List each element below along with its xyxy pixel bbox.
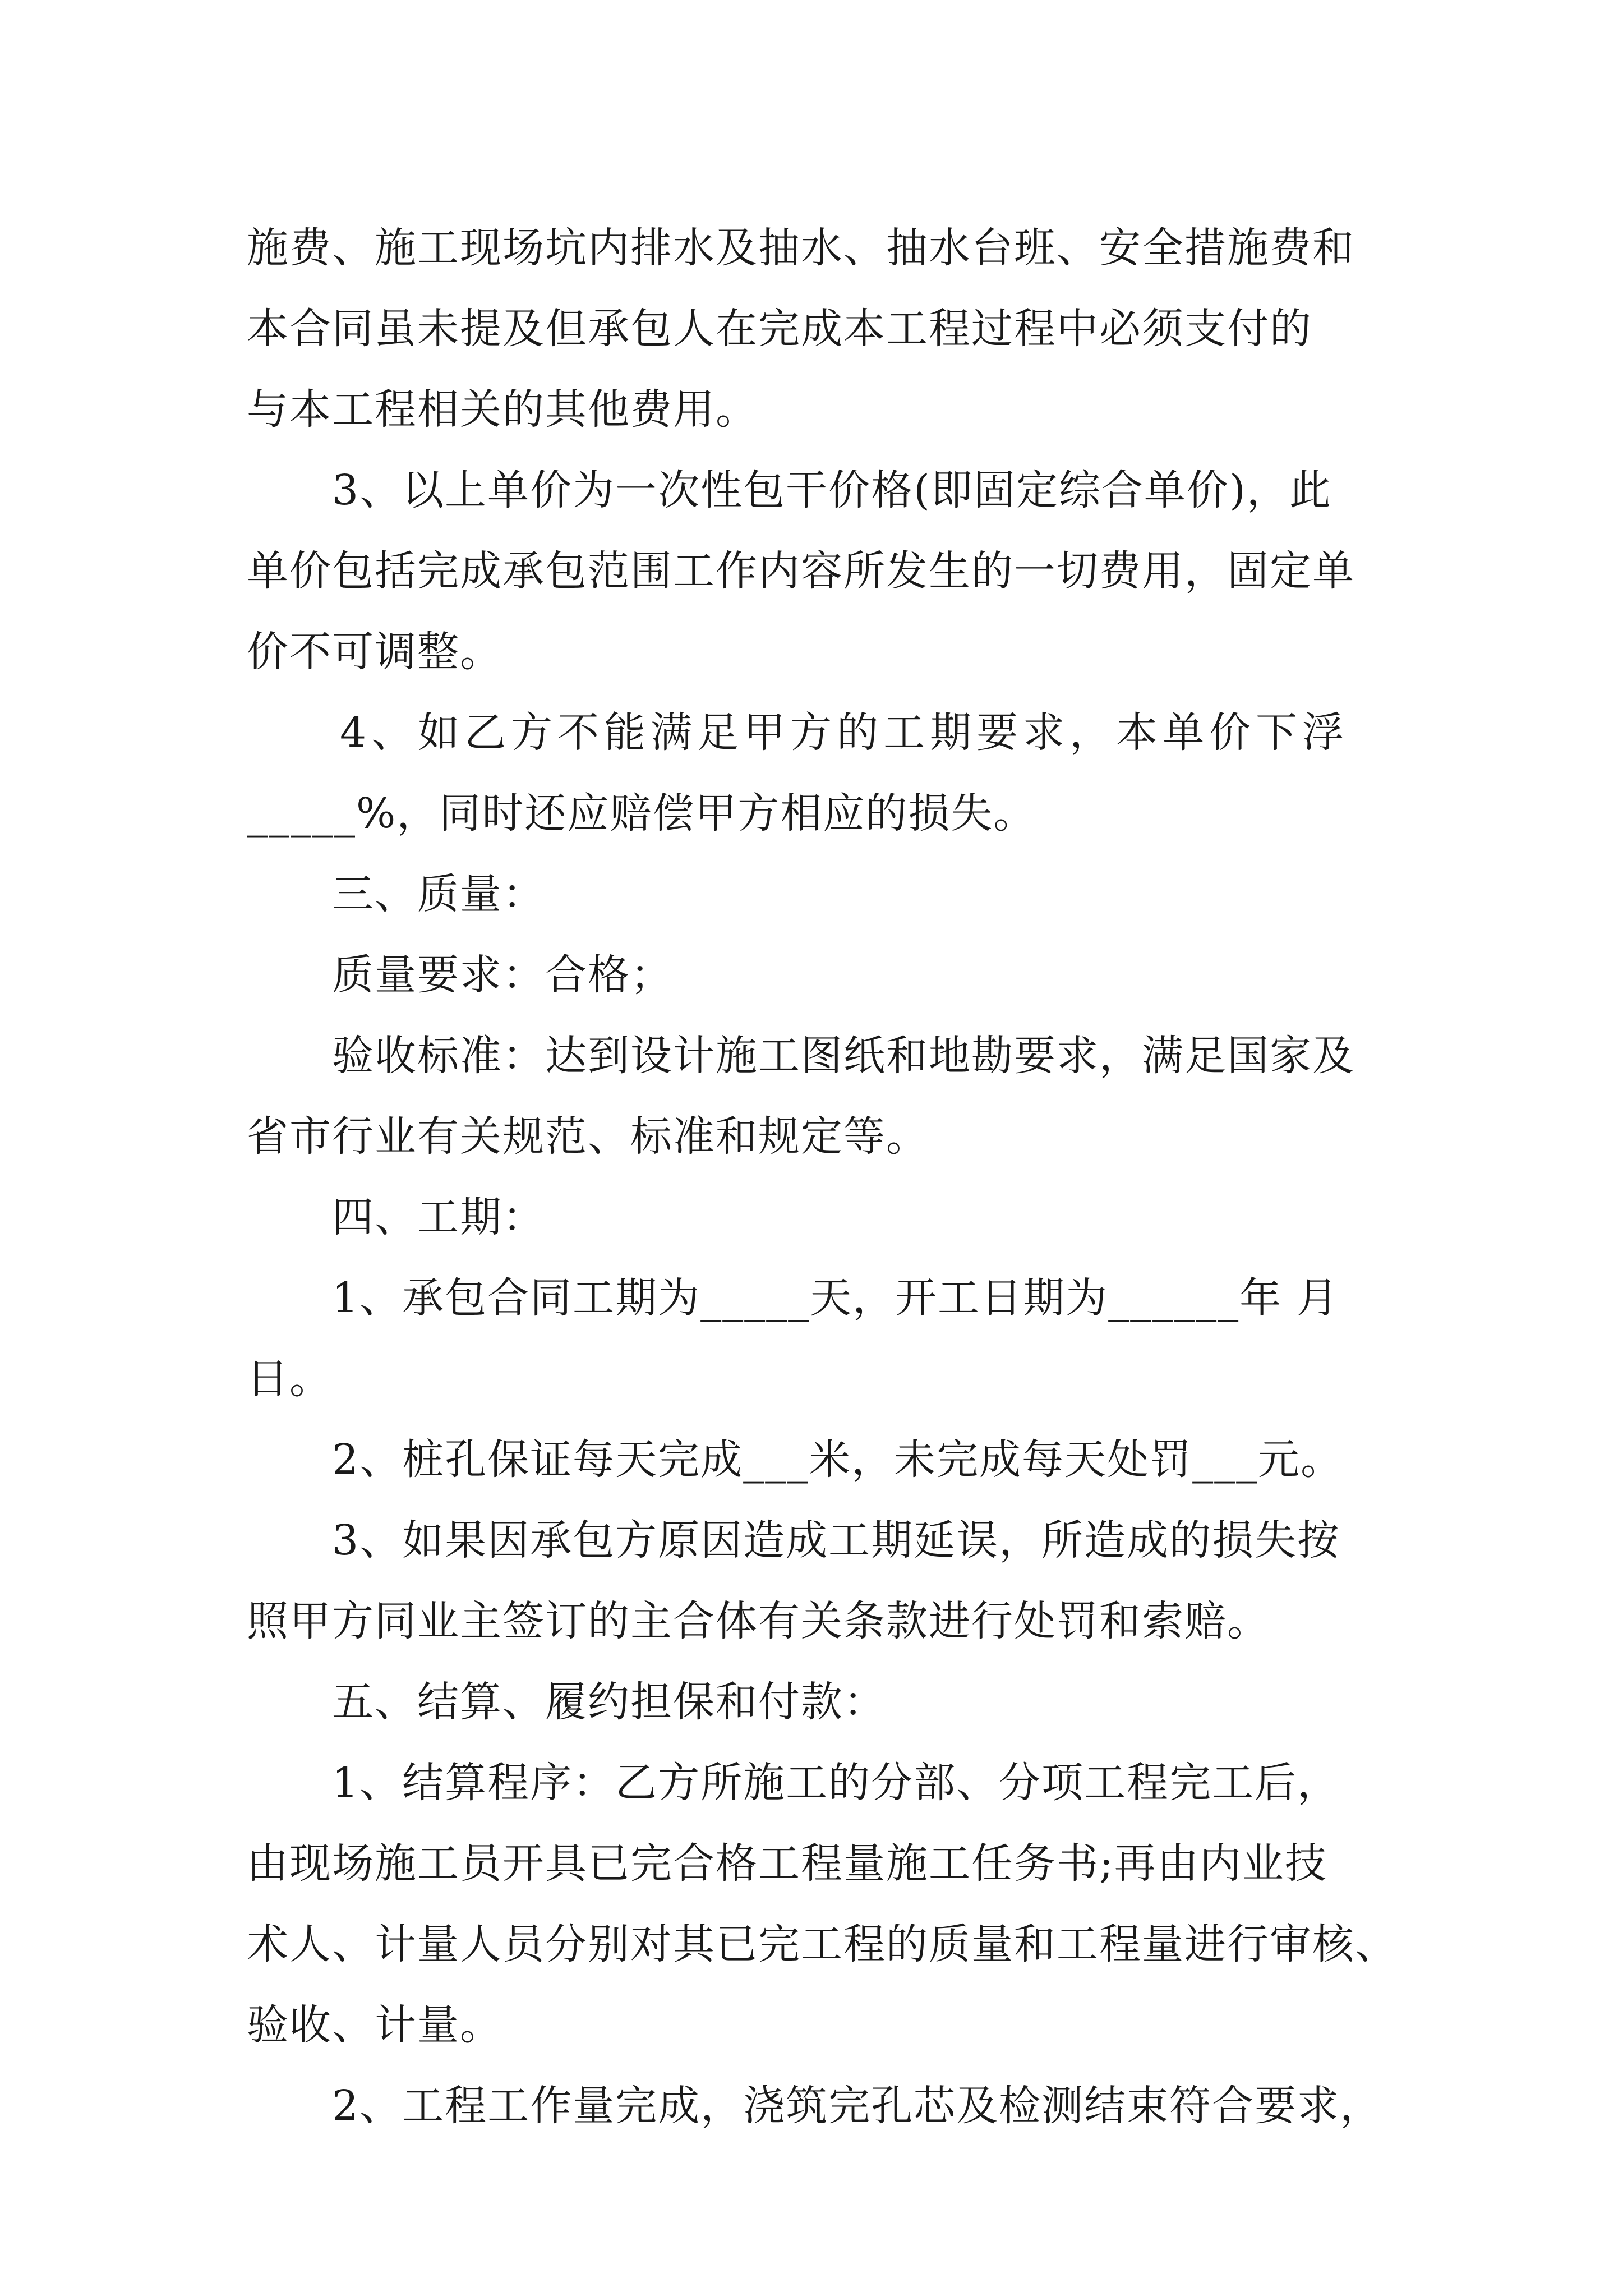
paragraph-line: 1、结算程序：乙方所施工的分部、分项工程完工后， <box>332 1759 1340 1807</box>
paragraph-line: 单价包括完成承包范围工作内容所发生的一切费用，固定单 <box>247 547 1355 595</box>
paragraph-line: 验收标准：达到设计施工图纸和地勘要求，满足国家及 <box>332 1032 1355 1080</box>
paragraph-line: 2、桩孔保证每天完成___米，未完成每天处罚___元。 <box>332 1435 1344 1484</box>
paragraph-line: 施费、施工现场坑内排水及抽水、抽水台班、安全措施费和 <box>247 224 1355 272</box>
paragraph-line: 1、承包合同工期为_____天，开工日期为______年 月 <box>332 1274 1339 1322</box>
paragraph-line: 3、以上单价为一次性包干价格(即固定综合单价)，此 <box>332 466 1332 514</box>
paragraph-line: 验收、计量。 <box>247 2001 502 2049</box>
paragraph-line: _____%，同时还应赔偿甲方相应的损失。 <box>247 789 1036 838</box>
paragraph-line: 照甲方同业主签订的主合体有关条款进行处罚和索赔。 <box>247 1597 1270 1645</box>
paragraph-line: 4、如乙方不能满足甲方的工期要求，本单价下浮 <box>340 708 1349 757</box>
contract-text <box>247 208 1398 2146</box>
paragraph-line: 3、如果因承包方原因造成工期延误，所造成的损失按 <box>332 1516 1340 1565</box>
paragraph-line: 2、工程工作量完成，浇筑完孔芯及检测结束符合要求， <box>332 2082 1383 2130</box>
paragraph-line: 术人、计量人员分别对其已完工程的质量和工程量进行审核、 <box>247 1920 1398 1968</box>
paragraph-line: 本合同虽未提及但承包人在完成本工程过程中必须支付的 <box>247 305 1312 353</box>
section-heading: 四、工期： <box>332 1193 545 1241</box>
paragraph-line: 省市行业有关规范、标准和规定等。 <box>247 1112 929 1161</box>
paragraph-line: 日。 <box>247 1355 332 1403</box>
paragraph-line: 由现场施工员开具已完合格工程量施工任务书;再由内业技 <box>247 1839 1327 1888</box>
section-heading: 三、质量： <box>332 870 545 918</box>
paragraph-line: 价不可调整。 <box>247 628 502 676</box>
paragraph-line: 质量要求：合格； <box>332 951 673 999</box>
section-heading: 五、结算、履约担保和付款： <box>332 1678 886 1726</box>
paragraph-line: 与本工程相关的其他费用。 <box>247 385 758 434</box>
